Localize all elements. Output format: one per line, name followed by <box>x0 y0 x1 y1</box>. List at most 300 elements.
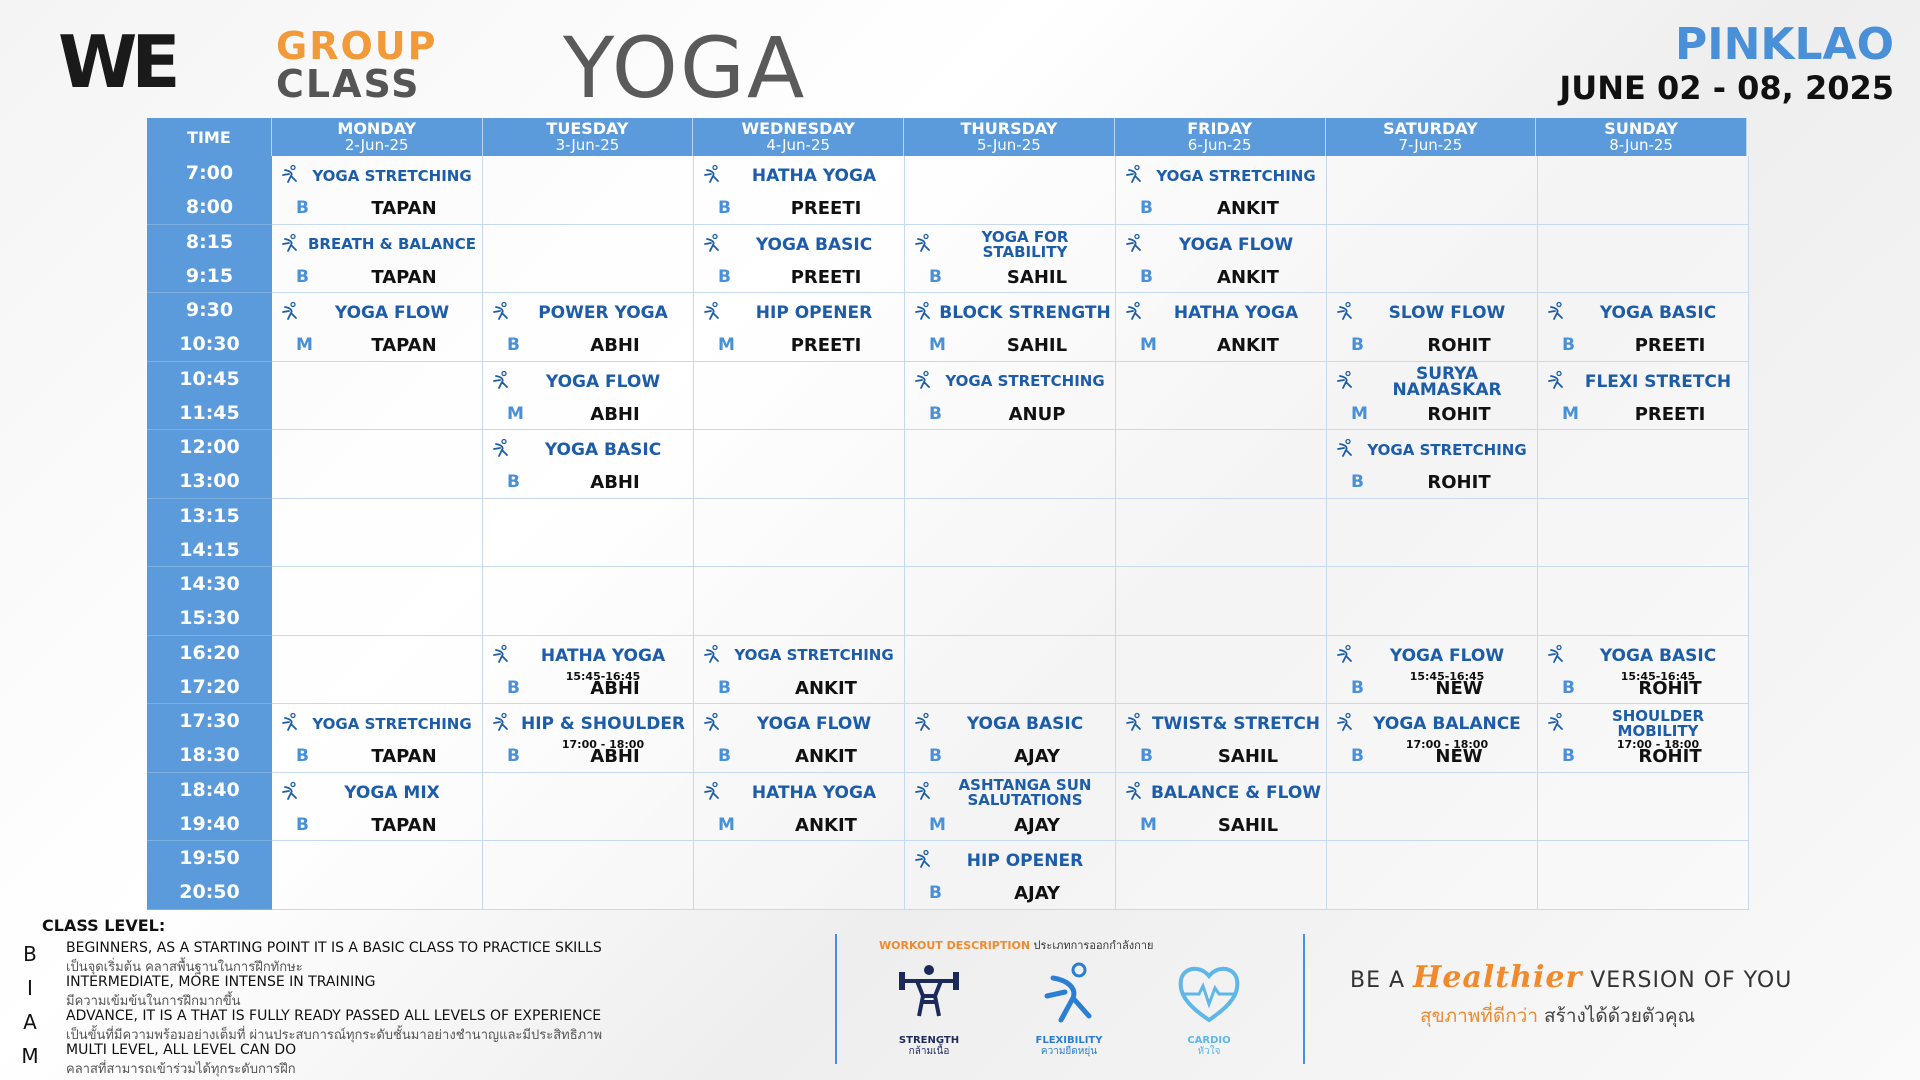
flexibility-icon <box>280 233 300 253</box>
time-slot <box>147 841 272 910</box>
class-level: B <box>507 677 520 698</box>
we-logo: WE <box>58 20 175 104</box>
class-name: YOGA STRETCHING <box>312 166 472 185</box>
instructor-name: ANKIT <box>795 677 857 699</box>
class-level: B <box>1562 335 1575 355</box>
level-letter: B <box>23 942 37 966</box>
flexibility-icon <box>702 644 722 664</box>
slot-end: 8:00 <box>185 196 234 218</box>
class-time: 17:00 - 18:00 <box>561 738 645 751</box>
slot-end: 15:30 <box>179 607 240 629</box>
flexibility-icon <box>491 644 511 664</box>
time-header: TIME <box>147 118 272 156</box>
slot-end: 14:15 <box>179 538 240 561</box>
empty-cell <box>1116 567 1327 636</box>
class-level: B <box>929 746 942 766</box>
schedule-header-row <box>147 118 1747 156</box>
instructor-name: TAPAN <box>371 814 437 836</box>
strength-label: STRENGTH <box>898 1035 960 1046</box>
instructor-name: ANKIT <box>795 746 857 767</box>
class-cell[interactable] <box>1327 704 1538 773</box>
flexibility-icon <box>280 164 300 184</box>
class-time: 15:45-16:45 <box>1620 669 1696 683</box>
flexibility-icon <box>1335 301 1355 321</box>
class-name: HATHA YOGA <box>751 166 877 186</box>
class-name: BLOCK STRENGTH <box>939 303 1111 323</box>
slot-start: 10:45 <box>179 367 240 390</box>
class-level: B <box>929 403 942 424</box>
empty-cell <box>1538 567 1749 636</box>
flexibility-icon <box>702 164 722 184</box>
empty-cell <box>694 430 905 499</box>
class-cell[interactable] <box>1538 293 1749 362</box>
flexibility-icon <box>913 849 933 869</box>
class-name: YOGA BALANCE <box>1373 714 1521 734</box>
class-level-item <box>20 974 820 1008</box>
class-name: YOGA FLOW <box>545 371 661 392</box>
flexibility-icon <box>913 233 933 253</box>
empty-cell <box>1538 156 1749 225</box>
class-name: YOGA FOR STABILITY <box>981 227 1069 261</box>
strength-label-th: กล้ามเนื้อ <box>908 1046 950 1057</box>
instructor-name: NEW <box>1435 746 1483 767</box>
class-level: M <box>718 814 735 835</box>
instructor-name: TAPAN <box>371 198 437 219</box>
class-name: YOGA STRETCHING <box>945 372 1105 390</box>
empty-cell <box>483 773 694 842</box>
instructor-name: ROHIT <box>1638 677 1702 699</box>
flexibility-icon <box>702 301 722 321</box>
class-cell[interactable] <box>483 293 694 362</box>
class-cell[interactable] <box>483 636 694 705</box>
class-level: M <box>1140 335 1157 355</box>
class-level: B <box>1351 472 1364 492</box>
slot-start: 9:30 <box>185 299 234 321</box>
flexibility-icon <box>702 233 722 253</box>
flexibility-item <box>1019 958 1119 1057</box>
class-level: B <box>296 266 309 287</box>
instructor-name: PREETI <box>1634 403 1706 425</box>
class-level: M <box>929 335 946 355</box>
empty-cell <box>1116 636 1327 705</box>
instructor-name: ROHIT <box>1427 472 1491 493</box>
class-cell[interactable] <box>272 156 483 225</box>
empty-cell <box>1327 567 1538 636</box>
level-description: INTERMEDIATE, MORE INTENSE IN TRAINING <box>66 974 376 990</box>
class-cell[interactable] <box>694 773 905 842</box>
instructor-name: AJAY <box>1014 814 1060 836</box>
class-level: M <box>1140 814 1157 835</box>
instructor-name: ANKIT <box>1217 198 1279 219</box>
class-cell[interactable] <box>905 362 1116 431</box>
class-cell[interactable] <box>483 430 694 499</box>
day-name: THURSDAY <box>960 119 1058 138</box>
instructor-name: AJAY <box>1014 883 1060 904</box>
time-slot <box>147 156 272 225</box>
instructor-name: ROHIT <box>1427 335 1491 356</box>
instructor-name: ANUP <box>1008 403 1066 425</box>
flexibility-icon <box>1124 301 1144 321</box>
flexibility-icon <box>1124 164 1144 184</box>
slot-end: 18:30 <box>179 744 240 766</box>
time-slot <box>147 499 272 568</box>
flexibility-icon <box>491 301 511 321</box>
class-level: M <box>1562 403 1579 424</box>
class-cell[interactable] <box>1116 773 1327 842</box>
day-date: 7-Jun-25 <box>1398 136 1463 154</box>
class-level: M <box>1351 403 1368 424</box>
empty-cell <box>272 499 483 568</box>
class-cell[interactable] <box>1327 636 1538 705</box>
slot-end: 17:20 <box>179 675 240 698</box>
cardio-label-th: หัวใจ <box>1197 1046 1221 1057</box>
flexibility-icon <box>1033 958 1105 1030</box>
empty-cell <box>694 567 905 636</box>
level-description: MULTI LEVEL, ALL LEVEL CAN DO <box>66 1042 297 1058</box>
class-cell[interactable] <box>483 362 694 431</box>
class-name: YOGA FLOW <box>1389 645 1505 666</box>
flexibility-icon <box>280 781 300 801</box>
tagline-english: BE A Healthier VERSION OF YOU <box>1350 960 1793 995</box>
day-header-monday <box>272 118 483 156</box>
class-cell[interactable] <box>483 704 694 773</box>
flexibility-icon <box>1546 644 1566 664</box>
flexibility-icon <box>1546 301 1566 321</box>
class-name: YOGA STRETCHING <box>1367 440 1527 459</box>
slot-end: 19:40 <box>179 812 240 835</box>
class-name: FLEXI STRETCH <box>1584 371 1732 392</box>
class-time: 17:00 - 18:00 <box>1616 738 1700 751</box>
slot-end: 20:50 <box>179 881 240 903</box>
class-name: BREATH & BALANCE <box>307 235 476 253</box>
class-level: B <box>507 472 520 492</box>
time-slot <box>147 704 272 773</box>
class-cell[interactable] <box>905 841 1116 910</box>
flexibility-icon <box>1335 370 1355 390</box>
empty-cell <box>1538 430 1749 499</box>
class-cell[interactable] <box>905 293 1116 362</box>
empty-cell <box>1327 773 1538 842</box>
day-name: TUESDAY <box>546 119 629 138</box>
day-name: MONDAY <box>337 119 417 138</box>
level-letter: I <box>27 976 33 1000</box>
class-level: M <box>929 814 946 835</box>
empty-cell <box>272 430 483 499</box>
class-level: B <box>1562 746 1575 766</box>
instructor-name: SAHIL <box>1006 266 1068 288</box>
instructor-name: ANKIT <box>1217 266 1279 288</box>
flexibility-icon <box>913 712 933 732</box>
empty-cell <box>272 567 483 636</box>
flexibility-icon <box>491 370 511 390</box>
empty-cell <box>1327 841 1538 910</box>
level-letter: M <box>21 1044 39 1068</box>
day-header-wednesday <box>693 118 904 156</box>
instructor-name: ABHI <box>590 746 640 767</box>
logo-class-word: CLASS <box>276 62 421 106</box>
time-slot <box>147 567 272 636</box>
flexibility-icon <box>280 712 300 732</box>
instructor-name: ANKIT <box>795 814 857 836</box>
time-slot <box>147 636 272 705</box>
class-name: YOGA FLOW <box>756 714 872 734</box>
class-level: B <box>1140 198 1153 218</box>
instructor-name: SAHIL <box>1217 746 1279 767</box>
class-cell[interactable] <box>1327 293 1538 362</box>
class-name: BALANCE & FLOW <box>1150 782 1322 803</box>
slot-start: 13:15 <box>179 504 240 527</box>
class-level-heading: CLASS LEVEL: <box>42 916 166 935</box>
instructor-name: SAHIL <box>1217 814 1279 836</box>
slot-end: 13:00 <box>179 470 240 492</box>
schedule-cells <box>272 156 1747 910</box>
flexibility-icon <box>702 712 722 732</box>
slot-start: 17:30 <box>179 710 240 732</box>
empty-cell <box>694 841 905 910</box>
instructor-name: PREETI <box>1634 335 1706 356</box>
slot-start: 16:20 <box>179 641 240 664</box>
time-slot <box>147 362 272 431</box>
slot-start: 7:00 <box>185 162 234 184</box>
class-cell[interactable] <box>905 225 1116 294</box>
class-level: B <box>296 198 309 218</box>
empty-cell <box>1538 225 1749 294</box>
empty-cell <box>905 156 1116 225</box>
instructor-name: TAPAN <box>371 335 437 356</box>
instructor-name: NEW <box>1435 677 1483 699</box>
flexibility-icon <box>1124 233 1144 253</box>
level-description: BEGINNERS, AS A STARTING POINT IT IS A BASIC CLASS TO PRACTICE SKILLS <box>66 940 602 956</box>
class-cell[interactable] <box>1116 225 1327 294</box>
logo-yoga-word: YOGA <box>563 19 807 117</box>
empty-cell <box>483 156 694 225</box>
class-name: YOGA STRETCHING <box>312 714 472 733</box>
level-description-th: เป็นขั้นที่มีความพร้อมอย่างเต็มที่ ผ่านประสบการณ์ทุกระดับชั้นมาอย่างชำนาญและมีประสิทธิภาพ <box>66 1028 603 1043</box>
level-description-th: มีความเข้มข้นในการฝึกมากขึ้น <box>66 994 241 1009</box>
class-cell[interactable] <box>272 293 483 362</box>
class-cell[interactable] <box>1327 430 1538 499</box>
branch-location: PINKLAO <box>1674 19 1894 70</box>
class-level: B <box>929 266 942 287</box>
flexibility-icon <box>1335 712 1355 732</box>
empty-cell <box>1116 841 1327 910</box>
schedule-table <box>147 118 1747 910</box>
flexibility-icon <box>1124 781 1144 801</box>
empty-cell <box>905 567 1116 636</box>
instructor-name: TAPAN <box>371 746 437 767</box>
instructor-name: SAHIL <box>1006 335 1068 356</box>
class-level: B <box>718 198 731 218</box>
empty-cell <box>1327 225 1538 294</box>
flexibility-icon <box>491 712 511 732</box>
branch-info <box>1559 19 1894 108</box>
instructor-name: ROHIT <box>1427 403 1491 425</box>
instructor-name: ABHI <box>590 335 640 356</box>
empty-cell <box>1538 841 1749 910</box>
day-header-sunday <box>1536 118 1747 156</box>
class-level: B <box>507 746 520 766</box>
strength-icon <box>893 958 965 1030</box>
class-cell[interactable] <box>272 225 483 294</box>
class-cell[interactable] <box>1538 636 1749 705</box>
class-level: M <box>718 335 735 355</box>
class-name: SHOULDER MOBILITY <box>1611 707 1705 740</box>
class-cell[interactable] <box>1116 704 1327 773</box>
day-date: 6-Jun-25 <box>1187 136 1252 154</box>
brand-logo <box>58 19 808 117</box>
instructor-name: ABHI <box>590 403 640 425</box>
class-level: B <box>929 883 942 903</box>
flexibility-icon <box>913 301 933 321</box>
class-level: B <box>1351 746 1364 766</box>
instructor-name: AJAY <box>1014 746 1060 767</box>
time-slot <box>147 225 272 294</box>
day-date: 3-Jun-25 <box>555 136 620 154</box>
class-name: YOGA STRETCHING <box>734 646 894 664</box>
empty-cell <box>694 362 905 431</box>
empty-cell <box>1116 430 1327 499</box>
instructor-name: ANKIT <box>1217 335 1279 356</box>
class-cell[interactable] <box>694 704 905 773</box>
class-name: YOGA BASIC <box>544 440 662 460</box>
class-level: B <box>718 677 731 698</box>
day-name: SUNDAY <box>1604 119 1678 138</box>
day-header-saturday <box>1326 118 1537 156</box>
class-level: B <box>718 266 731 287</box>
day-name: SATURDAY <box>1383 119 1478 138</box>
workout-title: WORKOUT DESCRIPTION ประเภทการออกกำลังกาย <box>879 939 1154 952</box>
instructor-name: TAPAN <box>371 266 437 288</box>
flexibility-label: FLEXIBILITY <box>1035 1035 1103 1046</box>
class-name: POWER YOGA <box>538 303 668 323</box>
class-name: HATHA YOGA <box>1173 303 1299 323</box>
class-name: HATHA YOGA <box>751 782 877 803</box>
class-cell[interactable] <box>694 225 905 294</box>
cardio-item <box>1159 958 1259 1057</box>
class-name: YOGA FLOW <box>1178 234 1294 255</box>
class-time: 15:45-16:45 <box>1409 669 1485 683</box>
class-name: YOGA BASIC <box>1599 303 1717 323</box>
empty-cell <box>483 225 694 294</box>
class-level: B <box>1562 677 1575 698</box>
class-name: YOGA BASIC <box>966 714 1084 734</box>
class-name: TWIST& STRETCH <box>1151 714 1321 734</box>
instructor-name: ABHI <box>590 472 640 493</box>
class-level: M <box>296 335 313 355</box>
class-cell[interactable] <box>694 156 905 225</box>
empty-cell <box>1116 362 1327 431</box>
tagline <box>1350 960 1910 1031</box>
flexibility-icon <box>702 781 722 801</box>
slot-start: 19:50 <box>179 847 240 869</box>
day-header-tuesday <box>483 118 694 156</box>
class-name: HIP OPENER <box>755 303 873 323</box>
empty-cell <box>905 499 1116 568</box>
empty-cell <box>483 841 694 910</box>
empty-cell <box>905 636 1116 705</box>
class-name: HATHA YOGA <box>540 645 666 666</box>
flexibility-icon <box>280 301 300 321</box>
empty-cell <box>483 567 694 636</box>
class-name: SURYA NAMASKAR <box>1392 363 1502 400</box>
empty-cell <box>1327 499 1538 568</box>
class-level: B <box>296 814 309 835</box>
class-name: YOGA BASIC <box>755 234 873 255</box>
empty-cell <box>272 841 483 910</box>
day-date: 8-Jun-25 <box>1609 136 1673 154</box>
class-cell[interactable] <box>272 773 483 842</box>
flexibility-label-th: ความยืดหยุ่น <box>1040 1046 1098 1057</box>
flexibility-icon <box>1546 370 1566 390</box>
empty-cell <box>483 499 694 568</box>
class-cell[interactable] <box>1116 156 1327 225</box>
class-level-item <box>20 1008 820 1042</box>
class-level: M <box>507 403 524 424</box>
class-name: YOGA FLOW <box>334 303 450 323</box>
slot-start: 14:30 <box>179 573 240 595</box>
level-letter: A <box>23 1010 37 1034</box>
class-name: YOGA BASIC <box>1599 645 1717 666</box>
class-level: B <box>296 746 309 766</box>
day-header-thursday <box>904 118 1115 156</box>
class-level: B <box>718 746 731 766</box>
flexibility-icon <box>1124 712 1144 732</box>
class-level-item <box>20 1042 820 1076</box>
class-cell[interactable] <box>1116 293 1327 362</box>
class-name: SLOW FLOW <box>1388 303 1506 323</box>
time-slot <box>147 430 272 499</box>
instructor-name: PREETI <box>790 198 862 219</box>
flexibility-icon <box>913 370 933 390</box>
schedule-dates: JUNE 02 - 08, 2025 <box>1559 69 1894 107</box>
class-cell[interactable] <box>905 773 1116 842</box>
slot-end: 10:30 <box>179 333 240 355</box>
level-description-th: คลาสที่สามารถเข้าร่วมได้ทุกระดับการฝึก <box>66 1062 296 1077</box>
empty-cell <box>905 430 1116 499</box>
flexibility-icon <box>1546 712 1566 732</box>
workout-description <box>835 934 1305 1064</box>
class-cell[interactable] <box>272 704 483 773</box>
tagline-thai: สุขภาพที่ดีกว่า สร้างได้ด้วยตัวคุณ <box>1420 1005 1696 1027</box>
logo-group-word: GROUP <box>276 24 438 68</box>
slot-start: 8:15 <box>185 230 234 253</box>
class-time: 15:45-16:45 <box>565 669 641 683</box>
class-name: ASHTANGA SUN SALUTATIONS <box>958 775 1092 809</box>
class-name: HIP & SHOULDER <box>520 714 686 734</box>
class-cell[interactable] <box>694 293 905 362</box>
class-level: B <box>1140 746 1153 766</box>
day-date: 2-Jun-25 <box>344 136 409 154</box>
empty-cell <box>1116 499 1327 568</box>
class-cell[interactable] <box>1327 362 1538 431</box>
class-level: B <box>1351 335 1364 355</box>
day-date: 5-Jun-25 <box>977 136 1041 154</box>
cardio-icon <box>1173 958 1245 1030</box>
class-level: B <box>1351 677 1364 698</box>
flexibility-icon <box>913 781 933 801</box>
instructor-name: ABHI <box>590 677 640 699</box>
slot-start: 18:40 <box>179 778 240 801</box>
level-description-th: เป็นจุดเริ่มต้น คลาสพื้นฐานในการฝึกทักษะ <box>66 960 303 975</box>
class-cell[interactable] <box>905 704 1116 773</box>
class-level-item <box>20 940 820 974</box>
level-description: ADVANCE, IT IS A THAT IS FULLY READY PASSED ALL LEVELS OF EXPERIENCE <box>66 1008 602 1024</box>
flexibility-icon <box>1335 644 1355 664</box>
class-cell[interactable] <box>1538 362 1749 431</box>
class-cell[interactable] <box>694 636 905 705</box>
flexibility-icon <box>1335 438 1355 458</box>
class-cell[interactable] <box>1538 704 1749 773</box>
